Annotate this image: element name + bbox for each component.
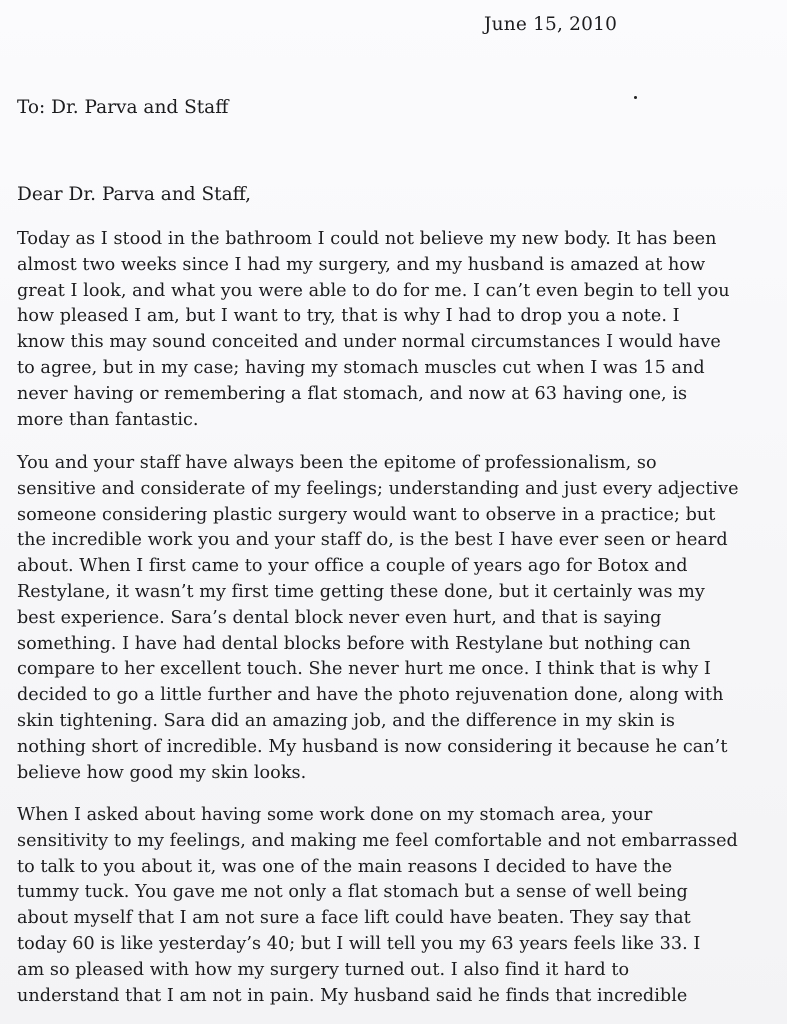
paragraph-line: more than fantastic. <box>17 409 199 430</box>
paragraph-line: am so pleased with how my surgery turned out. I also find it hard to <box>17 959 630 980</box>
paragraph-line: Today as I stood in the bathroom I could not believe my new body. It has been <box>17 229 717 249</box>
paragraph-line: When I asked about having some work done on my stomach area, your <box>17 805 653 825</box>
paragraph-line: know this may sound conceited and under normal circumstances I would have <box>17 332 721 353</box>
paragraph-line: compare to her excellent touch. She never hurt me once. I think that is why I <box>17 659 711 680</box>
paragraph-line: never having or remembering a flat stomach, and now at 63 having one, is <box>17 383 688 404</box>
paragraph-line: something. I have had dental blocks before with Restylane but nothing can <box>17 633 691 654</box>
paragraph-line: to talk to you about it, was one of the main reasons I decided to have the <box>17 856 673 877</box>
letter-date: June 15, 2010 <box>484 14 618 35</box>
paragraph-line: believe how good my skin looks. <box>17 762 307 783</box>
paragraph-line: about myself that I am not sure a face lift could have beaten. They say that <box>17 908 691 929</box>
paragraph-line: great I look, and what you were able to do for me. I can’t even begin to tell you <box>17 280 730 301</box>
paragraph-3 <box>17 803 777 1009</box>
paragraph-line: to agree, but in my case; having my stomach muscles cut when I was 15 and <box>17 357 705 378</box>
paragraph-line: about. When I first came to your office a couple of years ago for Botox and <box>17 556 688 577</box>
paragraph-1 <box>17 227 777 433</box>
paragraph-line: nothing short of incredible. My husband is now considering it because he can’t <box>17 736 728 757</box>
paragraph-line: how pleased I am, but I want to try, that is why I had to drop you a note. I <box>17 306 680 327</box>
scan-speck <box>634 96 637 99</box>
paragraph-line: almost two weeks since I had my surgery, and my husband is amazed at how <box>17 254 706 275</box>
paragraph-line: tummy tuck. You gave me not only a flat stomach but a sense of well being <box>17 882 688 903</box>
paragraph-line: decided to go a little further and have the photo rejuvenation done, along with <box>17 685 724 706</box>
paragraph-line: sensitivity to my feelings, and making me feel comfortable and not embarrassed <box>17 830 738 851</box>
paragraph-line: best experience. Sara’s dental block never even hurt, and that is saying <box>17 607 662 628</box>
recipient-line: To: Dr. Parva and Staff <box>17 97 229 118</box>
paragraph-line: someone considering plastic surgery would want to observe in a practice; but <box>17 504 716 525</box>
paragraph-line: Restylane, it wasn’t my first time getting these done, but it certainly was my <box>17 581 705 602</box>
paragraph-line: today 60 is like yesterday’s 40; but I will tell you my 63 years feels like 33. I <box>17 933 701 954</box>
paragraph-line: sensitive and considerate of my feelings; understanding and just every adjective <box>17 478 739 499</box>
paragraph-line: You and your staff have always been the epitome of professionalism, so <box>17 453 657 473</box>
salutation: Dear Dr. Parva and Staff, <box>17 184 251 205</box>
paragraph-line: understand that I am not in pain. My husband said he finds that incredible <box>17 985 688 1006</box>
paragraph-2 <box>17 451 777 786</box>
paragraph-line: skin tightening. Sara did an amazing job, and the difference in my skin is <box>17 710 675 731</box>
paragraph-line: the incredible work you and your staff do, is the best I have ever seen or heard <box>17 530 728 551</box>
